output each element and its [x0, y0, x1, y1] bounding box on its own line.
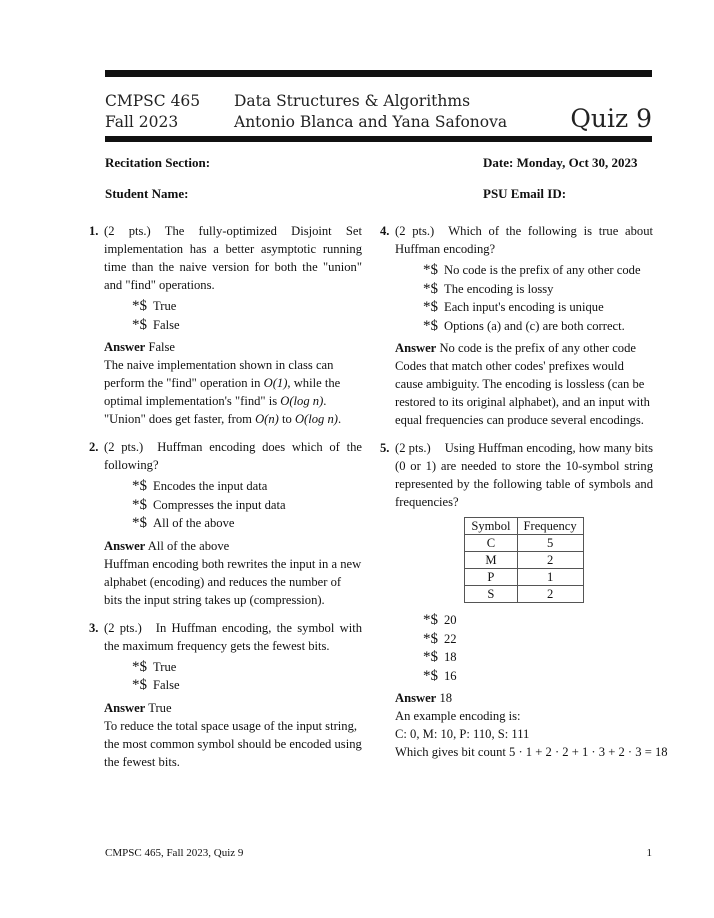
option-false[interactable]: *$ False — [132, 316, 180, 333]
option-22[interactable]: *$ 22 — [423, 630, 457, 647]
question-4 — [380, 222, 653, 429]
answer-explanation: Huffman encoding both rewrites the input in a new alphabet (encoding) and reduces the number of bits the input string takes up (compression). — [104, 556, 362, 607]
email-label: PSU Email ID: — [483, 186, 567, 201]
answer-explanation: The naive implementation shown in class can perform the "find" operation in O(1), while the optimal implementation's "find" is O(log n). "Union" does get faster, from O(n) to O(log n). — [104, 358, 342, 426]
question-text: The fully-optimized Disjoint Set implementation has a better asymptotic running time than the naive version for both the "union" and "find" operations. — [104, 224, 362, 292]
course-code: CMPSC 465 — [105, 92, 201, 110]
option-compresses[interactable]: *$ Compresses the input data — [132, 496, 286, 513]
option-18[interactable]: *$ 18 — [423, 649, 457, 665]
table-row: M 2 — [465, 552, 583, 569]
question-5 — [380, 439, 668, 761]
option-list — [423, 261, 653, 335]
recitation-label: Recitation Section: — [105, 155, 211, 170]
question-3 — [89, 619, 362, 771]
question-text: Huffman encoding does which of the following? — [104, 440, 362, 472]
answer-value: No code is the prefix of any other code — [439, 341, 636, 355]
option-16[interactable]: *$ 16 — [423, 667, 457, 684]
option-list — [423, 611, 653, 685]
option-list — [132, 477, 362, 533]
header-bottom-rule — [105, 136, 652, 142]
question-points: (2 pts.) — [395, 441, 431, 455]
course-term: Fall 2023 — [105, 113, 179, 131]
answer-explanation: Codes that match other codes' prefixes would cause ambiguity. The encoding is lossless (can be restored to its original alphabet), and an input with equal frequencies can produce several encodings. — [395, 359, 650, 427]
question-points: (2 pts.) — [104, 440, 144, 454]
page-number: 1 — [646, 847, 652, 859]
option-d[interactable]: *$ Options (a) and (c) are both correct. — [423, 317, 625, 334]
left-column — [89, 222, 362, 781]
quiz-title: Quiz 9 — [570, 104, 652, 133]
answer-value: 18 — [439, 691, 453, 705]
frequency-table — [464, 517, 583, 603]
table-row: P 1 — [465, 569, 583, 586]
answer-value: True — [148, 700, 172, 715]
question-points: (2 pts.) — [104, 224, 151, 238]
course-details — [234, 91, 507, 133]
question-points: (2 pts.) — [104, 620, 142, 635]
question-text: Using Huffman encoding, how many bits (0 or 1) are needed to store the 10-symbol string represented by the following table of symbols and frequencies? — [395, 441, 653, 509]
answer-value: False — [148, 340, 176, 354]
option-true[interactable]: *$ True — [132, 298, 177, 314]
option-list — [132, 297, 362, 334]
course-info — [105, 91, 200, 133]
option-a[interactable]: *$ No code is the prefix of any other code — [423, 262, 641, 278]
course-title: Data Structures & Algorithms — [234, 92, 471, 110]
answer: Answer 18 — [395, 691, 453, 705]
question-number: 4. — [380, 224, 390, 238]
question-1 — [89, 222, 362, 428]
question-text: In Huffman encoding, the symbol with the maximum frequency gets the fewest bits. — [104, 620, 362, 653]
question-number: 3. — [89, 620, 99, 635]
question-text: Which of the following is true about Huffman encoding? — [395, 224, 653, 256]
option-b[interactable]: *$ The encoding is lossy — [423, 280, 554, 297]
answer: Answer All of the above — [104, 538, 230, 553]
option-20[interactable]: *$ 20 — [423, 612, 457, 628]
header-top-rule — [105, 70, 652, 77]
option-all[interactable]: *$ All of the above — [132, 515, 235, 531]
answer: Answer No code is the prefix of any other code — [395, 341, 636, 355]
option-encodes[interactable]: *$ Encodes the input data — [132, 478, 268, 494]
table-row: S 2 — [465, 586, 583, 603]
table-row: C 5 — [465, 535, 583, 552]
question-points: (2 pts.) — [395, 224, 435, 238]
student-name-label: Student Name: — [105, 186, 189, 201]
question-number: 2. — [89, 440, 99, 454]
option-c[interactable]: *$ Each input's encoding is unique — [423, 299, 604, 315]
option-list — [132, 658, 362, 695]
instructors: Antonio Blanca and Yana Safonova — [234, 113, 508, 131]
table-header: Symbol — [465, 518, 517, 535]
table-header: Frequency — [517, 518, 583, 535]
footer-left: CMPSC 465, Fall 2023, Quiz 9 — [105, 847, 244, 859]
option-true[interactable]: *$ True — [132, 658, 177, 675]
question-2 — [89, 438, 362, 609]
date-label: Date: Monday, Oct 30, 2023 — [483, 155, 638, 170]
answer-value: All of the above — [147, 538, 230, 553]
question-number: 1. — [89, 224, 99, 238]
question-number: 5. — [380, 441, 390, 455]
answer-explanation: To reduce the total space usage of the input string, the most common symbol should be encoded using the fewest bits. — [104, 718, 362, 769]
option-false[interactable]: *$ False — [132, 677, 180, 693]
right-column — [380, 222, 668, 771]
answer: Answer True — [104, 700, 172, 715]
answer-explanation: An example encoding is: C: 0, M: 10, P: 110, S: 111 Which gives bit count 5 · 1 + 2 · 2 + 1 · 3 + 2 · 3 = 18 — [395, 709, 668, 759]
answer: Answer False — [104, 340, 176, 354]
